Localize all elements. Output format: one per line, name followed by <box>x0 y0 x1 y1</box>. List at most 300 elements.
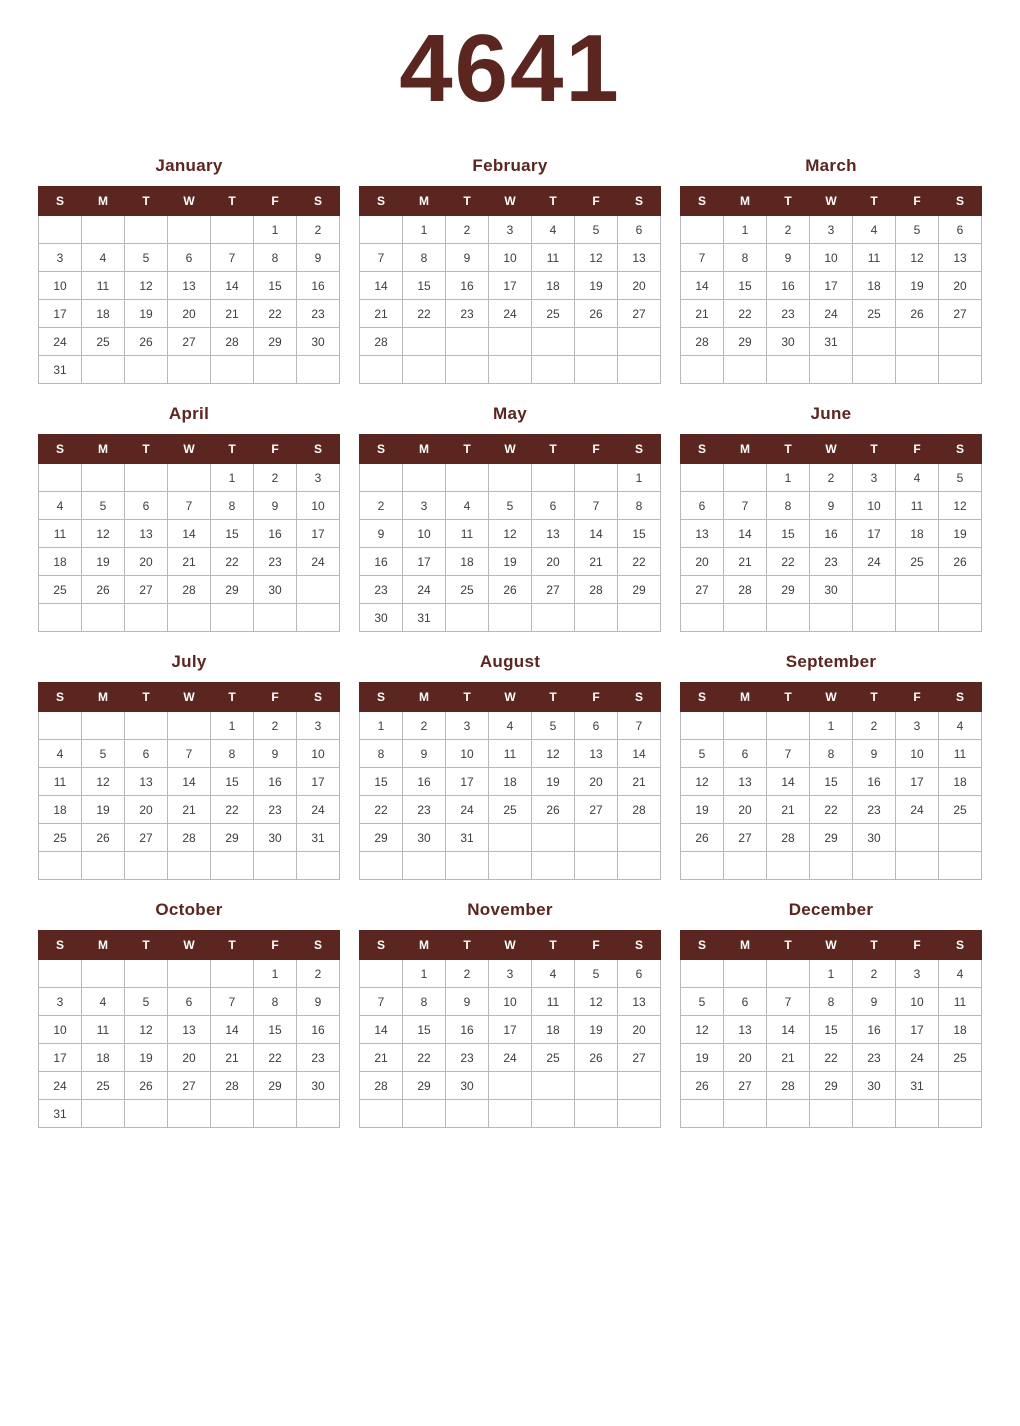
day-cell[interactable]: 19 <box>82 548 125 576</box>
day-cell[interactable]: 11 <box>39 768 82 796</box>
day-cell[interactable]: 21 <box>767 1044 810 1072</box>
day-cell[interactable]: 4 <box>82 244 125 272</box>
day-cell[interactable]: 8 <box>211 492 254 520</box>
day-cell[interactable]: 30 <box>254 576 297 604</box>
day-cell[interactable]: 2 <box>446 960 489 988</box>
day-cell[interactable]: 25 <box>896 548 939 576</box>
day-cell[interactable]: 31 <box>403 604 446 632</box>
day-cell[interactable]: 13 <box>681 520 724 548</box>
day-cell[interactable]: 29 <box>211 824 254 852</box>
day-cell[interactable]: 6 <box>724 740 767 768</box>
day-cell[interactable]: 12 <box>575 244 618 272</box>
day-cell[interactable]: 12 <box>489 520 532 548</box>
day-cell[interactable]: 1 <box>767 464 810 492</box>
day-cell[interactable]: 24 <box>403 576 446 604</box>
day-cell[interactable]: 30 <box>297 328 340 356</box>
day-cell[interactable]: 12 <box>681 1016 724 1044</box>
day-cell[interactable]: 23 <box>297 300 340 328</box>
day-cell[interactable]: 31 <box>39 356 82 384</box>
day-cell[interactable]: 8 <box>810 740 853 768</box>
day-cell[interactable]: 4 <box>446 492 489 520</box>
day-cell[interactable]: 5 <box>681 988 724 1016</box>
day-cell[interactable]: 1 <box>254 216 297 244</box>
day-cell[interactable]: 13 <box>168 272 211 300</box>
day-cell[interactable]: 7 <box>767 740 810 768</box>
day-cell[interactable]: 16 <box>853 768 896 796</box>
day-cell[interactable]: 2 <box>297 216 340 244</box>
day-cell[interactable]: 7 <box>168 740 211 768</box>
day-cell[interactable]: 7 <box>767 988 810 1016</box>
day-cell[interactable]: 25 <box>939 1044 982 1072</box>
day-cell[interactable]: 14 <box>618 740 661 768</box>
day-cell[interactable]: 29 <box>810 824 853 852</box>
day-cell[interactable]: 26 <box>125 1072 168 1100</box>
day-cell[interactable]: 29 <box>360 824 403 852</box>
day-cell[interactable]: 27 <box>681 576 724 604</box>
day-cell[interactable]: 9 <box>767 244 810 272</box>
day-cell[interactable]: 20 <box>618 1016 661 1044</box>
day-cell[interactable]: 2 <box>254 464 297 492</box>
day-cell[interactable]: 13 <box>724 1016 767 1044</box>
day-cell[interactable]: 17 <box>810 272 853 300</box>
day-cell[interactable]: 16 <box>767 272 810 300</box>
day-cell[interactable]: 31 <box>896 1072 939 1100</box>
day-cell[interactable]: 7 <box>724 492 767 520</box>
day-cell[interactable]: 13 <box>125 520 168 548</box>
day-cell[interactable]: 14 <box>767 1016 810 1044</box>
day-cell[interactable]: 20 <box>532 548 575 576</box>
day-cell[interactable]: 27 <box>125 824 168 852</box>
day-cell[interactable]: 31 <box>446 824 489 852</box>
day-cell[interactable]: 26 <box>681 824 724 852</box>
day-cell[interactable]: 5 <box>489 492 532 520</box>
day-cell[interactable]: 10 <box>853 492 896 520</box>
day-cell[interactable]: 19 <box>489 548 532 576</box>
day-cell[interactable]: 30 <box>853 1072 896 1100</box>
day-cell[interactable]: 30 <box>810 576 853 604</box>
day-cell[interactable]: 18 <box>853 272 896 300</box>
day-cell[interactable]: 27 <box>575 796 618 824</box>
day-cell[interactable]: 11 <box>82 1016 125 1044</box>
day-cell[interactable]: 5 <box>575 216 618 244</box>
day-cell[interactable]: 10 <box>39 1016 82 1044</box>
day-cell[interactable]: 12 <box>939 492 982 520</box>
day-cell[interactable]: 14 <box>168 768 211 796</box>
day-cell[interactable]: 24 <box>853 548 896 576</box>
day-cell[interactable]: 3 <box>39 244 82 272</box>
day-cell[interactable]: 9 <box>810 492 853 520</box>
day-cell[interactable]: 27 <box>168 328 211 356</box>
day-cell[interactable]: 4 <box>532 960 575 988</box>
day-cell[interactable]: 25 <box>939 796 982 824</box>
day-cell[interactable]: 25 <box>853 300 896 328</box>
day-cell[interactable]: 25 <box>446 576 489 604</box>
day-cell[interactable]: 14 <box>575 520 618 548</box>
day-cell[interactable]: 8 <box>767 492 810 520</box>
day-cell[interactable]: 2 <box>446 216 489 244</box>
day-cell[interactable]: 10 <box>297 740 340 768</box>
day-cell[interactable]: 4 <box>39 492 82 520</box>
day-cell[interactable]: 27 <box>724 824 767 852</box>
day-cell[interactable]: 2 <box>767 216 810 244</box>
day-cell[interactable]: 13 <box>939 244 982 272</box>
day-cell[interactable]: 8 <box>254 988 297 1016</box>
day-cell[interactable]: 28 <box>767 1072 810 1100</box>
day-cell[interactable]: 6 <box>681 492 724 520</box>
day-cell[interactable]: 28 <box>618 796 661 824</box>
day-cell[interactable]: 10 <box>896 740 939 768</box>
day-cell[interactable]: 6 <box>575 712 618 740</box>
day-cell[interactable]: 2 <box>403 712 446 740</box>
day-cell[interactable]: 8 <box>403 988 446 1016</box>
day-cell[interactable]: 16 <box>403 768 446 796</box>
day-cell[interactable]: 31 <box>39 1100 82 1128</box>
day-cell[interactable]: 3 <box>896 960 939 988</box>
day-cell[interactable]: 21 <box>575 548 618 576</box>
day-cell[interactable]: 20 <box>939 272 982 300</box>
day-cell[interactable]: 15 <box>810 1016 853 1044</box>
day-cell[interactable]: 29 <box>618 576 661 604</box>
day-cell[interactable]: 2 <box>297 960 340 988</box>
day-cell[interactable]: 12 <box>82 520 125 548</box>
day-cell[interactable]: 6 <box>618 960 661 988</box>
day-cell[interactable]: 16 <box>254 520 297 548</box>
day-cell[interactable]: 22 <box>211 548 254 576</box>
day-cell[interactable]: 14 <box>681 272 724 300</box>
day-cell[interactable]: 8 <box>360 740 403 768</box>
day-cell[interactable]: 27 <box>125 576 168 604</box>
day-cell[interactable]: 23 <box>297 1044 340 1072</box>
day-cell[interactable]: 20 <box>125 796 168 824</box>
day-cell[interactable]: 8 <box>810 988 853 1016</box>
day-cell[interactable]: 1 <box>618 464 661 492</box>
day-cell[interactable]: 4 <box>896 464 939 492</box>
day-cell[interactable]: 27 <box>724 1072 767 1100</box>
day-cell[interactable]: 10 <box>489 244 532 272</box>
day-cell[interactable]: 25 <box>39 824 82 852</box>
day-cell[interactable]: 26 <box>939 548 982 576</box>
day-cell[interactable]: 24 <box>446 796 489 824</box>
day-cell[interactable]: 18 <box>532 1016 575 1044</box>
day-cell[interactable]: 4 <box>532 216 575 244</box>
day-cell[interactable]: 22 <box>403 1044 446 1072</box>
day-cell[interactable]: 26 <box>532 796 575 824</box>
day-cell[interactable]: 19 <box>681 1044 724 1072</box>
day-cell[interactable]: 1 <box>724 216 767 244</box>
day-cell[interactable]: 19 <box>939 520 982 548</box>
day-cell[interactable]: 12 <box>681 768 724 796</box>
day-cell[interactable]: 5 <box>125 244 168 272</box>
day-cell[interactable]: 27 <box>618 300 661 328</box>
day-cell[interactable]: 7 <box>618 712 661 740</box>
day-cell[interactable]: 26 <box>82 576 125 604</box>
day-cell[interactable]: 14 <box>360 1016 403 1044</box>
day-cell[interactable]: 24 <box>896 796 939 824</box>
day-cell[interactable]: 1 <box>810 712 853 740</box>
day-cell[interactable]: 4 <box>82 988 125 1016</box>
day-cell[interactable]: 15 <box>618 520 661 548</box>
day-cell[interactable]: 6 <box>125 492 168 520</box>
day-cell[interactable]: 19 <box>125 300 168 328</box>
day-cell[interactable]: 22 <box>254 1044 297 1072</box>
day-cell[interactable]: 13 <box>125 768 168 796</box>
day-cell[interactable]: 21 <box>168 548 211 576</box>
day-cell[interactable]: 15 <box>254 1016 297 1044</box>
day-cell[interactable]: 12 <box>125 272 168 300</box>
day-cell[interactable]: 15 <box>403 1016 446 1044</box>
day-cell[interactable]: 17 <box>896 768 939 796</box>
day-cell[interactable]: 4 <box>939 960 982 988</box>
day-cell[interactable]: 23 <box>360 576 403 604</box>
day-cell[interactable]: 26 <box>575 300 618 328</box>
day-cell[interactable]: 24 <box>297 796 340 824</box>
day-cell[interactable]: 22 <box>211 796 254 824</box>
day-cell[interactable]: 15 <box>211 768 254 796</box>
day-cell[interactable]: 5 <box>532 712 575 740</box>
day-cell[interactable]: 28 <box>724 576 767 604</box>
day-cell[interactable]: 9 <box>254 740 297 768</box>
day-cell[interactable]: 26 <box>896 300 939 328</box>
day-cell[interactable]: 23 <box>810 548 853 576</box>
day-cell[interactable]: 12 <box>896 244 939 272</box>
day-cell[interactable]: 29 <box>767 576 810 604</box>
day-cell[interactable]: 20 <box>724 1044 767 1072</box>
day-cell[interactable]: 21 <box>211 1044 254 1072</box>
day-cell[interactable]: 28 <box>168 824 211 852</box>
day-cell[interactable]: 25 <box>532 1044 575 1072</box>
day-cell[interactable]: 20 <box>125 548 168 576</box>
day-cell[interactable]: 13 <box>724 768 767 796</box>
day-cell[interactable]: 26 <box>82 824 125 852</box>
day-cell[interactable]: 5 <box>939 464 982 492</box>
day-cell[interactable]: 11 <box>853 244 896 272</box>
day-cell[interactable]: 6 <box>724 988 767 1016</box>
day-cell[interactable]: 24 <box>810 300 853 328</box>
day-cell[interactable]: 18 <box>39 796 82 824</box>
day-cell[interactable]: 16 <box>446 1016 489 1044</box>
day-cell[interactable]: 16 <box>446 272 489 300</box>
day-cell[interactable]: 7 <box>575 492 618 520</box>
day-cell[interactable]: 14 <box>767 768 810 796</box>
day-cell[interactable]: 12 <box>575 988 618 1016</box>
day-cell[interactable]: 15 <box>724 272 767 300</box>
day-cell[interactable]: 21 <box>681 300 724 328</box>
day-cell[interactable]: 7 <box>211 244 254 272</box>
day-cell[interactable]: 3 <box>896 712 939 740</box>
day-cell[interactable]: 13 <box>532 520 575 548</box>
day-cell[interactable]: 26 <box>125 328 168 356</box>
day-cell[interactable]: 21 <box>724 548 767 576</box>
day-cell[interactable]: 17 <box>446 768 489 796</box>
day-cell[interactable]: 19 <box>532 768 575 796</box>
day-cell[interactable]: 14 <box>360 272 403 300</box>
day-cell[interactable]: 23 <box>446 1044 489 1072</box>
day-cell[interactable]: 23 <box>767 300 810 328</box>
day-cell[interactable]: 11 <box>939 740 982 768</box>
day-cell[interactable]: 23 <box>403 796 446 824</box>
day-cell[interactable]: 29 <box>254 328 297 356</box>
day-cell[interactable]: 3 <box>403 492 446 520</box>
day-cell[interactable]: 22 <box>403 300 446 328</box>
day-cell[interactable]: 25 <box>82 1072 125 1100</box>
day-cell[interactable]: 9 <box>403 740 446 768</box>
day-cell[interactable]: 13 <box>618 244 661 272</box>
day-cell[interactable]: 3 <box>446 712 489 740</box>
day-cell[interactable]: 25 <box>489 796 532 824</box>
day-cell[interactable]: 18 <box>896 520 939 548</box>
day-cell[interactable]: 18 <box>939 768 982 796</box>
day-cell[interactable]: 17 <box>39 1044 82 1072</box>
day-cell[interactable]: 15 <box>211 520 254 548</box>
day-cell[interactable]: 10 <box>446 740 489 768</box>
day-cell[interactable]: 15 <box>810 768 853 796</box>
day-cell[interactable]: 16 <box>853 1016 896 1044</box>
day-cell[interactable]: 21 <box>168 796 211 824</box>
day-cell[interactable]: 18 <box>939 1016 982 1044</box>
day-cell[interactable]: 23 <box>853 1044 896 1072</box>
day-cell[interactable]: 5 <box>82 492 125 520</box>
day-cell[interactable]: 29 <box>810 1072 853 1100</box>
day-cell[interactable]: 20 <box>724 796 767 824</box>
day-cell[interactable]: 18 <box>39 548 82 576</box>
day-cell[interactable]: 16 <box>297 1016 340 1044</box>
day-cell[interactable]: 2 <box>254 712 297 740</box>
day-cell[interactable]: 27 <box>618 1044 661 1072</box>
day-cell[interactable]: 21 <box>360 300 403 328</box>
day-cell[interactable]: 21 <box>360 1044 403 1072</box>
day-cell[interactable]: 23 <box>446 300 489 328</box>
day-cell[interactable]: 28 <box>575 576 618 604</box>
day-cell[interactable]: 15 <box>254 272 297 300</box>
day-cell[interactable]: 5 <box>575 960 618 988</box>
day-cell[interactable]: 31 <box>810 328 853 356</box>
day-cell[interactable]: 25 <box>532 300 575 328</box>
day-cell[interactable]: 19 <box>575 1016 618 1044</box>
day-cell[interactable]: 3 <box>810 216 853 244</box>
day-cell[interactable]: 4 <box>853 216 896 244</box>
day-cell[interactable]: 24 <box>489 300 532 328</box>
day-cell[interactable]: 4 <box>939 712 982 740</box>
day-cell[interactable]: 11 <box>82 272 125 300</box>
day-cell[interactable]: 7 <box>681 244 724 272</box>
day-cell[interactable]: 30 <box>767 328 810 356</box>
day-cell[interactable]: 10 <box>39 272 82 300</box>
day-cell[interactable]: 18 <box>446 548 489 576</box>
day-cell[interactable]: 9 <box>853 740 896 768</box>
day-cell[interactable]: 9 <box>446 988 489 1016</box>
day-cell[interactable]: 18 <box>489 768 532 796</box>
day-cell[interactable]: 24 <box>39 328 82 356</box>
day-cell[interactable]: 23 <box>254 548 297 576</box>
day-cell[interactable]: 1 <box>254 960 297 988</box>
day-cell[interactable]: 11 <box>446 520 489 548</box>
day-cell[interactable]: 2 <box>853 960 896 988</box>
day-cell[interactable]: 31 <box>297 824 340 852</box>
day-cell[interactable]: 29 <box>403 1072 446 1100</box>
day-cell[interactable]: 30 <box>254 824 297 852</box>
day-cell[interactable]: 11 <box>532 988 575 1016</box>
day-cell[interactable]: 12 <box>125 1016 168 1044</box>
day-cell[interactable]: 11 <box>532 244 575 272</box>
day-cell[interactable]: 16 <box>810 520 853 548</box>
day-cell[interactable]: 28 <box>211 1072 254 1100</box>
day-cell[interactable]: 14 <box>211 272 254 300</box>
day-cell[interactable]: 19 <box>681 796 724 824</box>
day-cell[interactable]: 4 <box>489 712 532 740</box>
day-cell[interactable]: 29 <box>211 576 254 604</box>
day-cell[interactable]: 10 <box>403 520 446 548</box>
day-cell[interactable]: 17 <box>489 1016 532 1044</box>
day-cell[interactable]: 6 <box>168 988 211 1016</box>
day-cell[interactable]: 1 <box>211 712 254 740</box>
day-cell[interactable]: 16 <box>360 548 403 576</box>
day-cell[interactable]: 25 <box>39 576 82 604</box>
day-cell[interactable]: 14 <box>211 1016 254 1044</box>
day-cell[interactable]: 20 <box>681 548 724 576</box>
day-cell[interactable]: 1 <box>360 712 403 740</box>
day-cell[interactable]: 14 <box>168 520 211 548</box>
day-cell[interactable]: 29 <box>254 1072 297 1100</box>
day-cell[interactable]: 26 <box>681 1072 724 1100</box>
day-cell[interactable]: 5 <box>82 740 125 768</box>
day-cell[interactable]: 3 <box>853 464 896 492</box>
day-cell[interactable]: 18 <box>532 272 575 300</box>
day-cell[interactable]: 12 <box>532 740 575 768</box>
day-cell[interactable]: 9 <box>360 520 403 548</box>
day-cell[interactable]: 9 <box>297 244 340 272</box>
day-cell[interactable]: 26 <box>489 576 532 604</box>
day-cell[interactable]: 5 <box>681 740 724 768</box>
day-cell[interactable]: 6 <box>532 492 575 520</box>
day-cell[interactable]: 11 <box>896 492 939 520</box>
day-cell[interactable]: 20 <box>575 768 618 796</box>
day-cell[interactable]: 19 <box>575 272 618 300</box>
day-cell[interactable]: 9 <box>853 988 896 1016</box>
day-cell[interactable]: 17 <box>297 520 340 548</box>
day-cell[interactable]: 6 <box>618 216 661 244</box>
day-cell[interactable]: 15 <box>360 768 403 796</box>
day-cell[interactable]: 4 <box>39 740 82 768</box>
day-cell[interactable]: 1 <box>403 960 446 988</box>
day-cell[interactable]: 20 <box>168 1044 211 1072</box>
day-cell[interactable]: 16 <box>254 768 297 796</box>
day-cell[interactable]: 29 <box>724 328 767 356</box>
day-cell[interactable]: 28 <box>211 328 254 356</box>
day-cell[interactable]: 9 <box>254 492 297 520</box>
day-cell[interactable]: 17 <box>489 272 532 300</box>
day-cell[interactable]: 8 <box>724 244 767 272</box>
day-cell[interactable]: 21 <box>767 796 810 824</box>
day-cell[interactable]: 10 <box>489 988 532 1016</box>
day-cell[interactable]: 15 <box>767 520 810 548</box>
day-cell[interactable]: 25 <box>82 328 125 356</box>
day-cell[interactable]: 19 <box>125 1044 168 1072</box>
day-cell[interactable]: 8 <box>403 244 446 272</box>
day-cell[interactable]: 13 <box>168 1016 211 1044</box>
day-cell[interactable]: 7 <box>211 988 254 1016</box>
day-cell[interactable]: 7 <box>360 988 403 1016</box>
day-cell[interactable]: 18 <box>82 300 125 328</box>
day-cell[interactable]: 3 <box>39 988 82 1016</box>
day-cell[interactable]: 30 <box>360 604 403 632</box>
day-cell[interactable]: 24 <box>297 548 340 576</box>
day-cell[interactable]: 13 <box>618 988 661 1016</box>
day-cell[interactable]: 20 <box>168 300 211 328</box>
day-cell[interactable]: 17 <box>297 768 340 796</box>
day-cell[interactable]: 11 <box>39 520 82 548</box>
day-cell[interactable]: 23 <box>853 796 896 824</box>
day-cell[interactable]: 2 <box>360 492 403 520</box>
